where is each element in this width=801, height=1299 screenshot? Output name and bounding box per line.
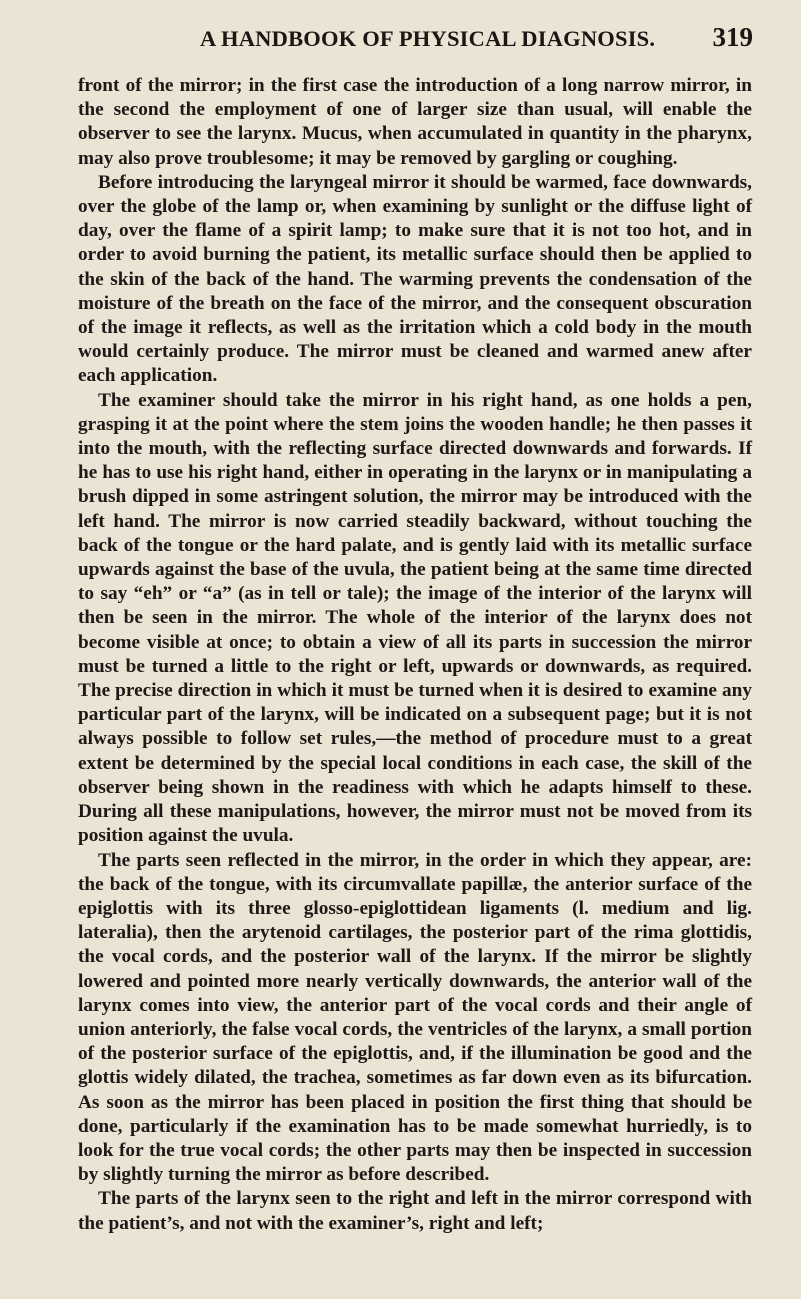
page-number: 319 [712,22,753,52]
paragraph-orientation: The parts of the larynx seen to the right and left in the mirror correspond with the patient’s, and not with the examiner’s, right and left; [78,1188,752,1234]
paragraph-mirror-warming: Before introducing the laryngeal mirror it should be warmed, face downwards, over the globe of the lamp or, when examining by sunlight or the diffuse light of day, over the flame of a spirit lamp; to make sure that it is not too hot, and in order to avoid burning the patient, its metallic surface should then be applied to the skin of the back of the hand. The warming prevents the condensation of the moisture of the breath on the face of the mirror, and the consequent obscuration of the image it reflects, as well as the irritation which a cold body in the mouth would certainly produce. The mirror must be cleaned and warmed anew after each application. [78,171,752,387]
paragraph-continuation: front of the mirror; in the first case the introduction of a long narrow mirror, in the second the employment of one of larger size than usual, will enable the observer to see the larynx. Mucus, when accumulated in quantity in the pharynx, may also prove troublesome; it may be removed by gargling or coughing. [78,75,752,169]
page-header [78,22,753,66]
paragraph-mirror-technique: The examiner should take the mirror in his right hand, as one holds a pen, grasping it at the point where the stem joins the wooden handle; he then passes it into the mouth, with the reflecting surface directed downwards and forwards. If he has to use his right hand, either in operating in the larynx or in manipulating a brush dipped in some astringent solution, the mirror may be introduced with the left hand. The mirror is now carried steadily backward, without touching the back of the tongue or the hard palate, and is gently laid with its metallic surface upwards against the base of the uvula, the patient being at the same time directed to say “eh” or “a” (as in tell or tale); the image of the interior of the larynx will then be seen in the mirror. The whole of the interior of the larynx does not become visible at once; to obtain a view of all its parts in succession the mirror must be turned a little to the right or left, upwards or downwards, as required. The precise direction in which it must be turned when it is desired to examine any particular part of the larynx, will be indicated on a subsequent page; but it is not always possible to follow set rules,—the method of procedure must to a great extent be determined by the special local conditions in each case, the skill of the observer being shown in the readiness with which he adapts himself to these. During all these manipulations, however, the mirror must not be moved from its position against the uvula. [78,389,752,847]
body-text [78,74,752,1236]
paragraph-parts-seen: The parts seen reflected in the mirror, in the order in which they appear, are: the back of the tongue, with its circumvallate papillæ, the anterior surface of the epiglottis with its three glosso-epiglottidean ligaments (l. medium and lig. lateralia), then the arytenoid cartilages, the posterior part of the rima glottidis, the vocal cords, and the posterior wall of the larynx. If the mirror be slightly lowered and pointed more nearly vertically downwards, the anterior wall of the larynx comes into view, the anterior part of the vocal cords and their angle of union anteriorly, the false vocal cords, the ventricles of the larynx, a small portion of the posterior surface of the epiglottis, and, if the illumination be good and the glottis widely dilated, the trachea, sometimes as far down even as its bifurcation. As soon as the mirror has been placed in position the first thing that should be done, particularly if the examination has to be made somewhat hurriedly, is to look for the true vocal cords; the other parts may then be inspected in succession by slightly turning the mirror as before described. [78,849,752,1186]
running-head: A HANDBOOK OF PHYSICAL DIAGNOSIS. [200,26,656,51]
